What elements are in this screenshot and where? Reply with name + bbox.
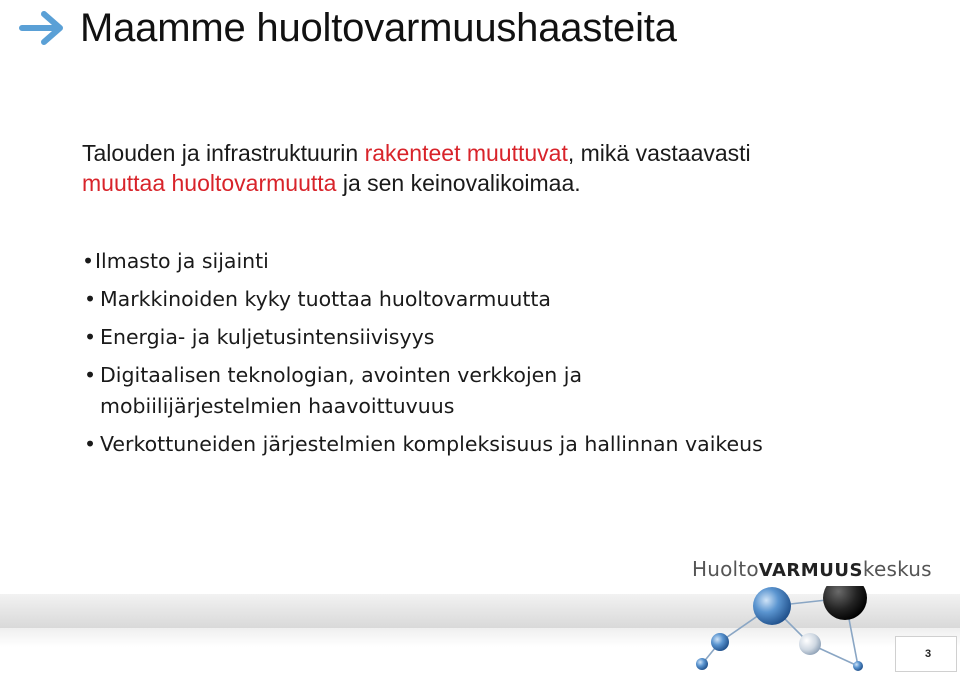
page-title: Maamme huoltovarmuushaasteita [80, 5, 677, 50]
logo-part: keskus [862, 557, 932, 581]
title-row [18, 6, 677, 50]
intro-part: , mikä vastaavasti [567, 140, 751, 166]
brand-logo [692, 557, 932, 581]
intro-highlight: rakenteet muuttuvat [364, 140, 568, 166]
bullet-item: • Energia- ja kuljetusintensiivisyys [82, 322, 782, 353]
intro-highlight: muuttaa huoltovarmuutta [82, 170, 337, 196]
logo-part: Huolto [692, 557, 759, 581]
bullet-item: • Ilmasto ja sijainti [82, 246, 782, 277]
logo-part-bold: VARMUUS [758, 560, 863, 581]
bullet-item: • Verkottuneiden järjestelmien kompleksisuus ja hallinnan vaikeus [82, 429, 782, 460]
bullet-list [82, 246, 782, 467]
page-number: 3 [925, 648, 932, 660]
molecule-icon [640, 586, 900, 676]
intro-part: ja sen keinovalikoimaa. [336, 170, 581, 196]
bullet-item: • Digitaalisen teknologian, avointen verkkojen ja mobiilijärjestelmien haavoittuvuus [82, 360, 782, 422]
bullet-item: • Markkinoiden kyky tuottaa huoltovarmuutta [82, 284, 782, 315]
intro-part: Talouden ja infrastruktuurin [82, 140, 365, 166]
intro-text [82, 138, 902, 198]
arrow-right-icon [18, 8, 68, 48]
